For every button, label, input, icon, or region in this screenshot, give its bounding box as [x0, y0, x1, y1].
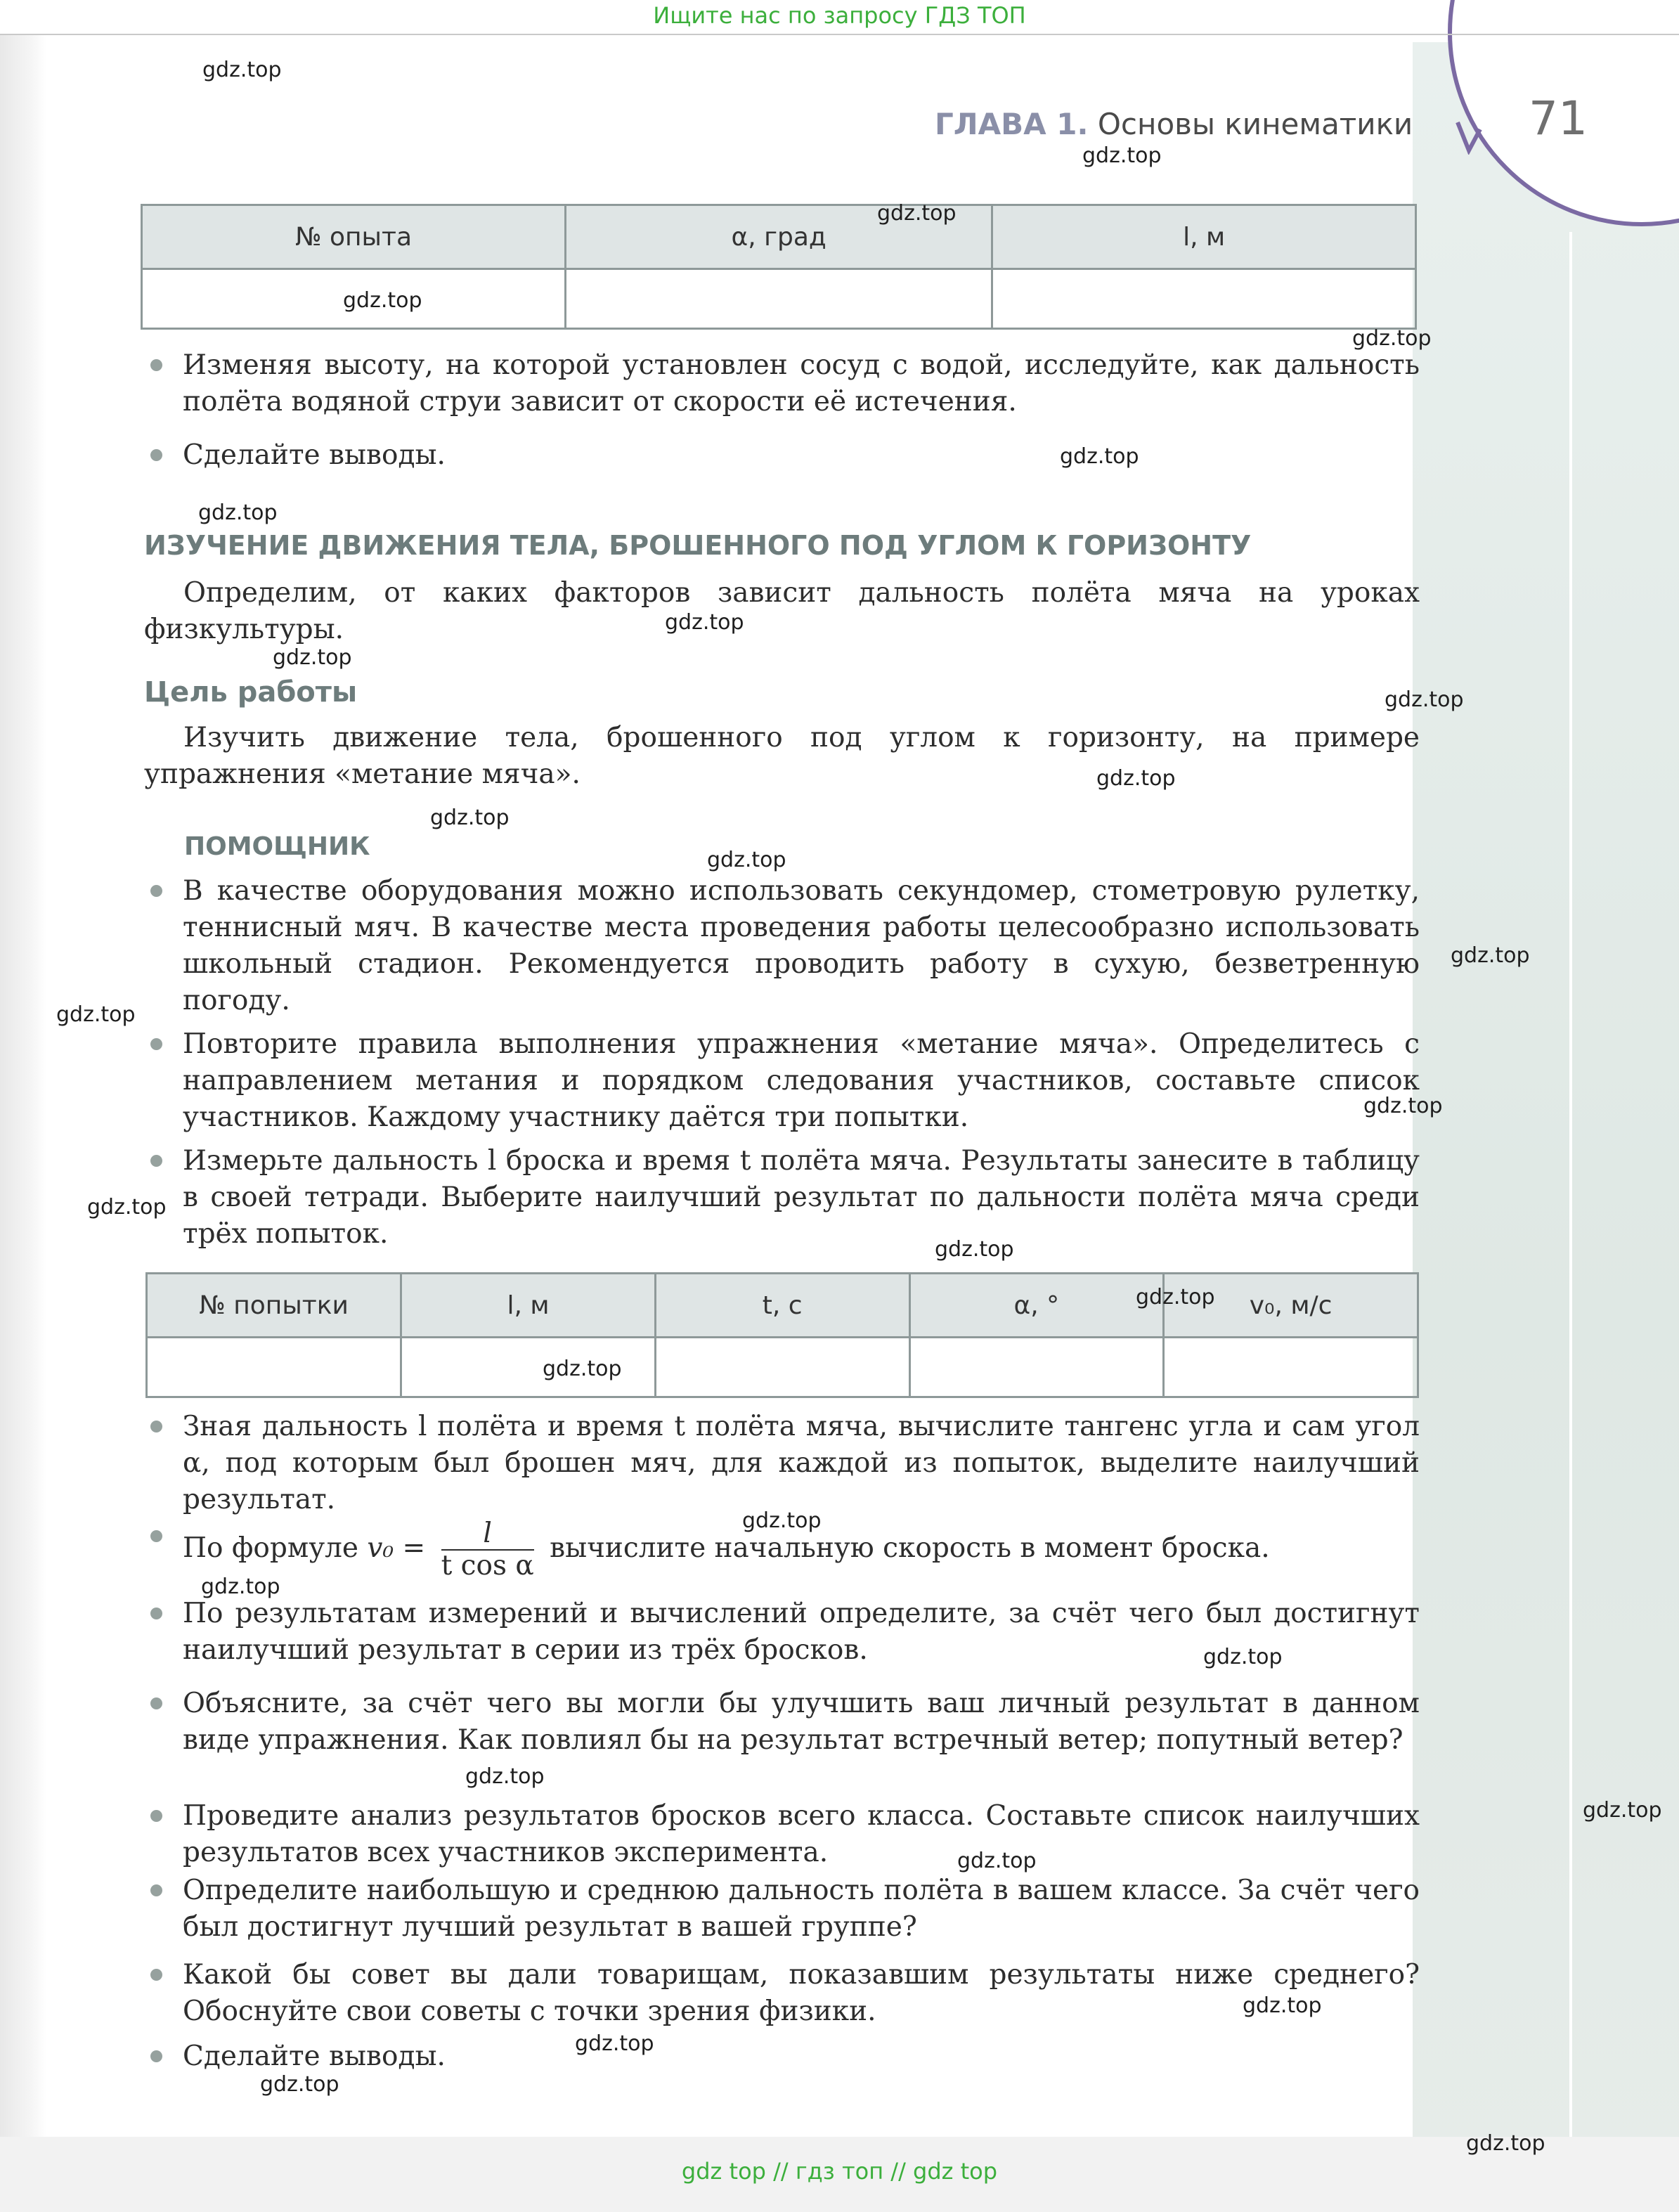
list-item: Сделайте выводы.	[183, 2038, 1420, 2075]
list-item: По результатам измерений и вычислений определите, за счёт чего был достигнут наилучший результат в серии из трёх бросков.	[183, 1596, 1420, 1669]
section-title: ИЗУЧЕНИЕ ДВИЖЕНИЯ ТЕЛА, БРОШЕННОГО ПОД УГЛОМ К ГОРИЗОНТУ	[144, 530, 1252, 561]
top-divider	[0, 34, 1679, 35]
formula-numerator: l	[441, 1518, 534, 1551]
watermark: gdz.top	[430, 806, 510, 830]
list-item: Определите наибольшую и среднюю дальность полёта в вашем классе. За счёт чего был достигнут лучший результат в вашей группе?	[183, 1873, 1420, 1946]
formula-lead: По формуле	[183, 1532, 358, 1564]
watermark: gdz.top	[1352, 326, 1432, 351]
watermark: gdz.top	[1243, 1993, 1322, 2018]
list-item: Измерьте дальность l броска и время t полёта мяча. Результаты занесите в таблицу в своей тетради. Выберите наилучший результат по дальности полёта мяча среди трёх попыток.	[183, 1143, 1420, 1253]
watermark: gdz.top	[575, 2031, 654, 2056]
watermark: gdz.top	[260, 2072, 339, 2097]
experiment-table	[141, 204, 1417, 330]
watermark: gdz.top	[201, 1574, 280, 1599]
table-header: α, °	[909, 1274, 1164, 1338]
footer-links[interactable]: gdz top // гдз топ // gdz top	[681, 2158, 998, 2185]
table-cell	[1164, 1338, 1418, 1397]
watermark: gdz.top	[665, 610, 744, 635]
list-item: Проведите анализ результатов бросков всего класса. Составьте список наилучших результатов всех участников эксперимента.	[183, 1798, 1420, 1871]
watermark: gdz.top	[465, 1764, 545, 1789]
table-header: № опыта	[142, 205, 566, 269]
table-cell	[909, 1338, 1164, 1397]
chapter-title: Основы кинематики	[1097, 107, 1413, 141]
chapter-label: ГЛАВА 1.	[935, 107, 1089, 141]
list-item: Объясните, за счёт чего вы могли бы улучшить ваш личный результат в данном виде упражнения. Как повлиял бы на результат встречный ветер; попутный ветер?	[183, 1686, 1420, 1759]
helper-title: ПОМОЩНИК	[184, 832, 370, 861]
table-header: α, град	[566, 205, 992, 269]
table-header: l, м	[401, 1274, 656, 1338]
list-item: Изменяя высоту, на которой установлен сосуд с водой, исследуйте, как дальность полёта водяной струи зависит от скорости её истечения.	[183, 347, 1420, 420]
list-item: Какой бы совет вы дали товарищам, показавшим результаты ниже среднего? Обоснуйте свои советы с точки зрения физики.	[183, 1957, 1420, 2030]
table-cell	[147, 1338, 401, 1397]
watermark: gdz.top	[198, 500, 278, 525]
watermark: gdz.top	[1385, 687, 1464, 712]
goal-title: Цель работы	[144, 676, 358, 709]
list-item: Зная дальность l полёта и время t полёта мяча, вычислите тангенс угла и сам угол α, под которым был брошен мяч, для каждой из попыток, выделите наилучший результат.	[183, 1409, 1420, 1518]
list-item: В качестве оборудования можно использовать секундомер, стометровую рулетку, теннисный мяч. В качестве места проведения работы целесообразно использовать школьный стадион. Рекомендуется проводить работу в сухую, безветренную погоду.	[183, 873, 1420, 1019]
watermark: gdz.top	[1466, 2131, 1545, 2156]
watermark: gdz.top	[202, 58, 282, 82]
formula-rest: вычислите начальную скорость в момент броска.	[550, 1532, 1270, 1564]
list-item: Сделайте выводы.	[183, 437, 1420, 474]
watermark: gdz.top	[56, 1002, 136, 1027]
watermark: gdz.top	[1583, 1798, 1662, 1823]
chapter-header	[935, 107, 1413, 141]
table-header: t, с	[655, 1274, 909, 1338]
watermark: gdz.top	[1451, 943, 1530, 968]
watermark: gdz.top	[273, 645, 352, 670]
watermark: gdz.top	[87, 1195, 167, 1220]
watermark: gdz.top	[1203, 1645, 1283, 1669]
watermark: gdz.top	[543, 1357, 622, 1381]
table-header: № попытки	[147, 1274, 401, 1338]
top-banner[interactable]: Ищите нас по запросу ГДЗ ТОП	[653, 2, 1026, 29]
watermark: gdz.top	[707, 848, 786, 872]
goal-paragraph: Изучить движение тела, брошенного под углом к горизонту, на примере упражнения «метание мяча».	[144, 722, 1420, 790]
page-left-edge	[0, 35, 46, 2172]
formula-lhs: v₀ =	[367, 1532, 426, 1564]
watermark: gdz.top	[1060, 444, 1139, 469]
watermark: gdz.top	[742, 1508, 822, 1533]
watermark: gdz.top	[1136, 1285, 1215, 1309]
watermark: gdz.top	[1363, 1094, 1443, 1118]
table-cell	[566, 269, 992, 329]
table-cell	[655, 1338, 909, 1397]
watermark: gdz.top	[935, 1237, 1014, 1262]
decorative-sidebar	[1413, 42, 1679, 2172]
table-header: v₀, м/с	[1164, 1274, 1418, 1338]
list-item: Повторите правила выполнения упражнения «метание мяча». Определитесь с направлением метания и порядком следования участников, составьте список участников. Каждому участнику даётся три попытки.	[183, 1026, 1420, 1136]
sidebar-divider	[1569, 232, 1572, 2158]
table-cell	[992, 269, 1416, 329]
watermark: gdz.top	[343, 288, 422, 313]
table-header: l, м	[992, 205, 1416, 269]
watermark: gdz.top	[877, 201, 957, 226]
formula-fraction	[441, 1518, 534, 1582]
watermark: gdz.top	[1096, 766, 1176, 791]
page-number: 71	[1529, 91, 1588, 145]
arrow-icon	[1455, 119, 1483, 155]
results-table	[145, 1272, 1419, 1398]
intro-paragraph: Определим, от каких факторов зависит дальность полёта мяча на уроках физкультуры.	[144, 577, 1420, 645]
watermark: gdz.top	[957, 1849, 1037, 1873]
watermark: gdz.top	[1082, 143, 1162, 168]
formula-denominator: t cos α	[441, 1550, 534, 1582]
